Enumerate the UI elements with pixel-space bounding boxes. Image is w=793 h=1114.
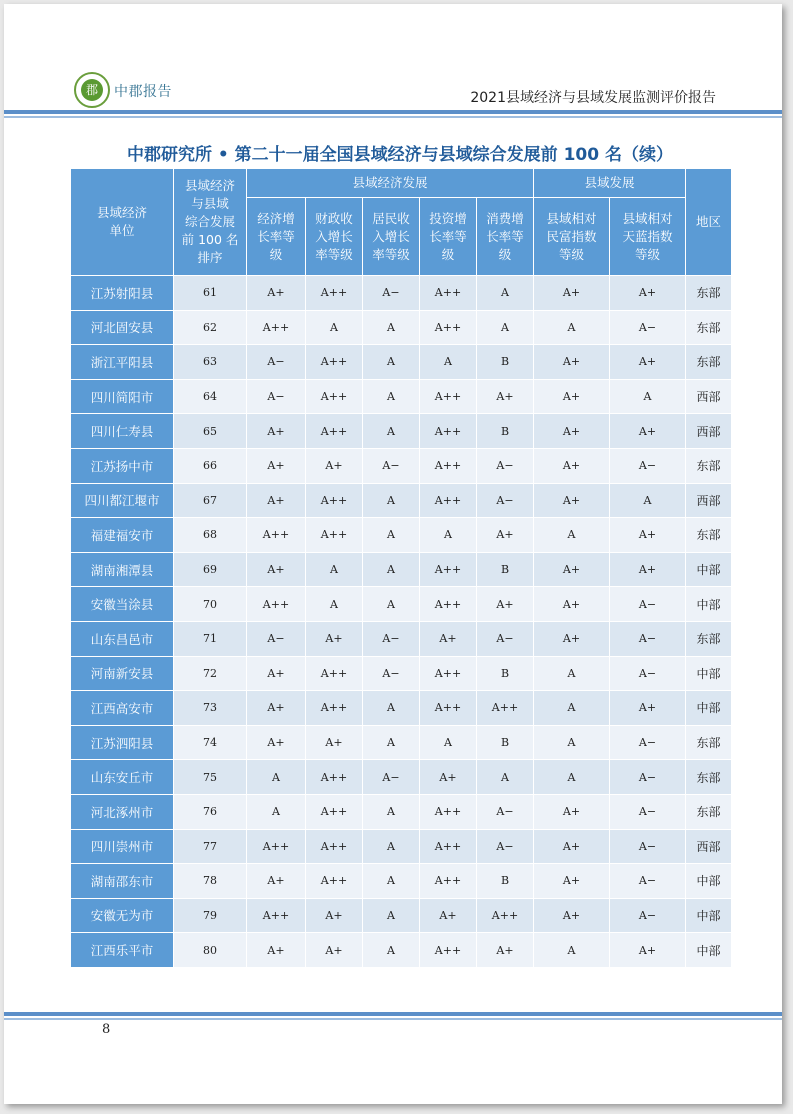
grade-cell: A [534,726,609,760]
table-row [71,553,731,587]
grade-cell: A++ [306,345,362,379]
grade-cell: A− [610,311,685,345]
table-row [71,933,731,967]
grade-cell: A+ [534,795,609,829]
county-name: 江西乐平市 [71,933,173,967]
grade-cell: A+ [534,830,609,864]
zhongjun-logo [74,72,110,108]
region-cell: 西部 [686,830,731,864]
rank-cell: 63 [174,345,246,379]
grade-cell: A+ [420,899,476,933]
grade-cell: A+ [306,933,362,967]
table-row [71,864,731,898]
table-row [71,760,731,794]
col-header-rank: 县域经济 与县域 综合发展 前 100 名 排序 [174,169,246,275]
grade-cell: A [534,933,609,967]
county-name: 江苏射阳县 [71,276,173,310]
grade-cell: A++ [306,864,362,898]
rank-cell: 71 [174,622,246,656]
grade-cell: A+ [534,484,609,518]
grade-cell: A [610,484,685,518]
col-header-unit: 县域经济 单位 [71,169,173,275]
group-header-dev: 县域发展 [534,169,685,197]
grade-cell: A+ [534,345,609,379]
grade-cell: A+ [247,657,305,691]
grade-cell: A [363,691,419,725]
table-row [71,414,731,448]
rank-cell: 75 [174,760,246,794]
county-name: 四川崇州市 [71,830,173,864]
grade-cell: A [247,795,305,829]
grade-cell: A− [610,657,685,691]
region-cell: 东部 [686,449,731,483]
grade-cell: A+ [247,553,305,587]
region-cell: 东部 [686,622,731,656]
grade-cell: A++ [420,657,476,691]
grade-cell: A [363,484,419,518]
col-header-wealth-index: 县域相对 民富指数 等级 [534,198,609,275]
rank-cell: 64 [174,380,246,414]
rank-cell: 77 [174,830,246,864]
grade-cell: A+ [477,380,533,414]
grade-cell: A+ [610,276,685,310]
county-name: 山东昌邑市 [71,622,173,656]
grade-cell: A+ [534,899,609,933]
grade-cell: A++ [247,311,305,345]
region-cell: 中部 [686,657,731,691]
logo-text: 郡 [81,79,103,101]
grade-cell: A− [363,276,419,310]
grade-cell: A++ [306,484,362,518]
grade-cell: A+ [477,587,533,621]
county-name: 四川仁寿县 [71,414,173,448]
header-rule-thin [4,116,782,118]
grade-cell: A [247,760,305,794]
grade-cell: A [363,899,419,933]
grade-cell: A++ [306,518,362,552]
grade-cell: A+ [534,380,609,414]
col-header-sky-index: 县域相对 天蓝指数 等级 [610,198,685,275]
grade-cell: B [477,553,533,587]
table-row [71,691,731,725]
grade-cell: A [363,830,419,864]
grade-cell: A+ [610,933,685,967]
grade-cell: A [306,311,362,345]
grade-cell: A+ [420,622,476,656]
county-name: 江西高安市 [71,691,173,725]
group-header-econ: 县域经济发展 [247,169,533,197]
grade-cell: A [477,311,533,345]
region-cell: 西部 [686,380,731,414]
county-name: 福建福安市 [71,518,173,552]
rank-cell: 65 [174,414,246,448]
grade-cell: A+ [534,864,609,898]
region-cell: 西部 [686,484,731,518]
grade-cell: B [477,864,533,898]
grade-cell: A− [363,449,419,483]
table-row [71,587,731,621]
grade-cell: A++ [247,518,305,552]
rank-cell: 78 [174,864,246,898]
grade-cell: A+ [247,864,305,898]
table-row [71,380,731,414]
grade-cell: A+ [534,414,609,448]
grade-cell: A+ [247,933,305,967]
document-page [4,4,782,1104]
grade-cell: B [477,414,533,448]
grade-cell: A [363,795,419,829]
grade-cell: A+ [534,553,609,587]
grade-cell: A [363,553,419,587]
region-cell: 中部 [686,691,731,725]
grade-cell: A− [610,864,685,898]
grade-cell: A+ [306,899,362,933]
grade-cell: A+ [247,276,305,310]
grade-cell: A [363,587,419,621]
grade-cell: A+ [610,414,685,448]
grade-cell: A+ [610,345,685,379]
grade-cell: A++ [420,864,476,898]
grade-cell: A++ [306,276,362,310]
grade-cell: A [610,380,685,414]
grade-cell: A+ [247,484,305,518]
grade-cell: A− [477,830,533,864]
grade-cell: A+ [247,726,305,760]
grade-cell: A− [477,484,533,518]
grade-cell: A++ [247,899,305,933]
county-name: 浙江平阳县 [71,345,173,379]
grade-cell: A [363,864,419,898]
table-row [71,518,731,552]
region-cell: 东部 [686,311,731,345]
county-name: 湖南邵东市 [71,864,173,898]
grade-cell: A++ [420,414,476,448]
grade-cell: A+ [534,276,609,310]
grade-cell: A++ [306,657,362,691]
table-row [71,449,731,483]
grade-cell: A− [247,380,305,414]
grade-cell: A++ [420,691,476,725]
grade-cell: A [363,726,419,760]
county-name: 江苏泗阳县 [71,726,173,760]
grade-cell: A− [610,449,685,483]
region-cell: 东部 [686,518,731,552]
grade-cell: A+ [477,518,533,552]
region-cell: 西部 [686,414,731,448]
grade-cell: A+ [306,726,362,760]
grade-cell: A++ [420,795,476,829]
table-row [71,311,731,345]
county-name: 四川都江堰市 [71,484,173,518]
rank-cell: 72 [174,657,246,691]
grade-cell: A+ [477,933,533,967]
grade-cell: A+ [247,414,305,448]
rank-cell: 70 [174,587,246,621]
rank-cell: 67 [174,484,246,518]
brand-name: 中郡报告 [114,84,172,100]
grade-cell: A− [610,760,685,794]
table-row [71,795,731,829]
grade-cell: A [420,518,476,552]
grade-cell: A+ [420,760,476,794]
grade-cell: A [420,726,476,760]
grade-cell: A− [363,657,419,691]
grade-cell: A++ [420,380,476,414]
grade-cell: A [363,414,419,448]
grade-cell: A [534,657,609,691]
footer-rule-thin [4,1018,782,1020]
grade-cell: A [363,380,419,414]
col-header-consume-growth: 消费增 长率等 级 [477,198,533,275]
region-cell: 东部 [686,345,731,379]
grade-cell: A++ [306,414,362,448]
grade-cell: A++ [420,553,476,587]
grade-cell: A++ [477,899,533,933]
col-header-income-growth: 居民收 入增长 率等级 [363,198,419,275]
region-cell: 东部 [686,726,731,760]
county-name: 江苏扬中市 [71,449,173,483]
grade-cell: B [477,657,533,691]
grade-cell: A− [610,795,685,829]
col-header-fiscal-growth: 财政收 入增长 率等级 [306,198,362,275]
rank-cell: 61 [174,276,246,310]
region-cell: 中部 [686,864,731,898]
grade-cell: A− [477,622,533,656]
grade-cell: A [363,311,419,345]
grade-cell: A+ [534,622,609,656]
grade-cell: A [477,276,533,310]
table-row [71,726,731,760]
grade-cell: A++ [477,691,533,725]
table-row [71,276,731,310]
table-row [71,484,731,518]
grade-cell: A− [610,726,685,760]
grade-cell: A [306,553,362,587]
grade-cell: A [477,760,533,794]
grade-cell: A [306,587,362,621]
grade-cell: A++ [420,311,476,345]
grade-cell: A− [610,587,685,621]
rank-cell: 74 [174,726,246,760]
col-header-region: 地区 [686,169,731,275]
footer-rule [4,1012,782,1016]
table-row [71,830,731,864]
grade-cell: B [477,345,533,379]
grade-cell: A [363,518,419,552]
grade-cell: A− [477,795,533,829]
rank-cell: 69 [174,553,246,587]
rank-cell: 76 [174,795,246,829]
grade-cell: A++ [306,830,362,864]
grade-cell: A− [247,622,305,656]
region-cell: 中部 [686,553,731,587]
county-name: 安徽无为市 [71,899,173,933]
grade-cell: A [534,691,609,725]
county-name: 河北固安县 [71,311,173,345]
region-cell: 东部 [686,760,731,794]
table-row [71,345,731,379]
county-name: 河北涿州市 [71,795,173,829]
grade-cell: A++ [420,830,476,864]
grade-cell: A+ [534,587,609,621]
ranking-table [70,168,732,968]
table-row [71,622,731,656]
rank-cell: 62 [174,311,246,345]
grade-cell: A+ [534,449,609,483]
grade-cell: A [534,518,609,552]
rank-cell: 73 [174,691,246,725]
grade-cell: A+ [247,449,305,483]
grade-cell: A− [363,622,419,656]
grade-cell: A+ [306,622,362,656]
rank-cell: 66 [174,449,246,483]
grade-cell: A++ [306,760,362,794]
grade-cell: A− [477,449,533,483]
grade-cell: A [363,345,419,379]
grade-cell: A++ [420,449,476,483]
grade-cell: A++ [306,691,362,725]
grade-cell: A+ [610,691,685,725]
table-row [71,899,731,933]
region-cell: 中部 [686,933,731,967]
rank-cell: 68 [174,518,246,552]
col-header-econ-growth: 经济增 长率等 级 [247,198,305,275]
header-rule [4,110,782,114]
grade-cell: A− [610,622,685,656]
county-name: 山东安丘市 [71,760,173,794]
grade-cell: A− [610,899,685,933]
grade-cell: A++ [306,795,362,829]
grade-cell: A [420,345,476,379]
grade-cell: A− [610,830,685,864]
report-title: 2021县域经济与县域发展监测评价报告 [470,90,716,106]
region-cell: 东部 [686,276,731,310]
grade-cell: A+ [247,691,305,725]
county-name: 四川简阳市 [71,380,173,414]
grade-cell: A [534,311,609,345]
grade-cell: A+ [306,449,362,483]
grade-cell: A++ [247,830,305,864]
page-number: 8 [102,1022,111,1037]
grade-cell: B [477,726,533,760]
grade-cell: A++ [420,276,476,310]
region-cell: 中部 [686,587,731,621]
grade-cell: A [534,760,609,794]
county-name: 安徽当涂县 [71,587,173,621]
grade-cell: A [363,933,419,967]
grade-cell: A− [363,760,419,794]
rank-cell: 80 [174,933,246,967]
table-title: 中郡研究所 • 第二十一届全国县域经济与县域综合发展前 100 名（续） [126,145,674,165]
grade-cell: A++ [247,587,305,621]
grade-cell: A+ [610,518,685,552]
table-row [71,657,731,691]
col-header-invest-growth: 投资增 长率等 级 [420,198,476,275]
region-cell: 东部 [686,795,731,829]
grade-cell: A++ [420,587,476,621]
grade-cell: A+ [610,553,685,587]
grade-cell: A++ [420,484,476,518]
county-name: 河南新安县 [71,657,173,691]
grade-cell: A− [247,345,305,379]
grade-cell: A++ [420,933,476,967]
county-name: 湖南湘潭县 [71,553,173,587]
region-cell: 中部 [686,899,731,933]
rank-cell: 79 [174,899,246,933]
grade-cell: A++ [306,380,362,414]
